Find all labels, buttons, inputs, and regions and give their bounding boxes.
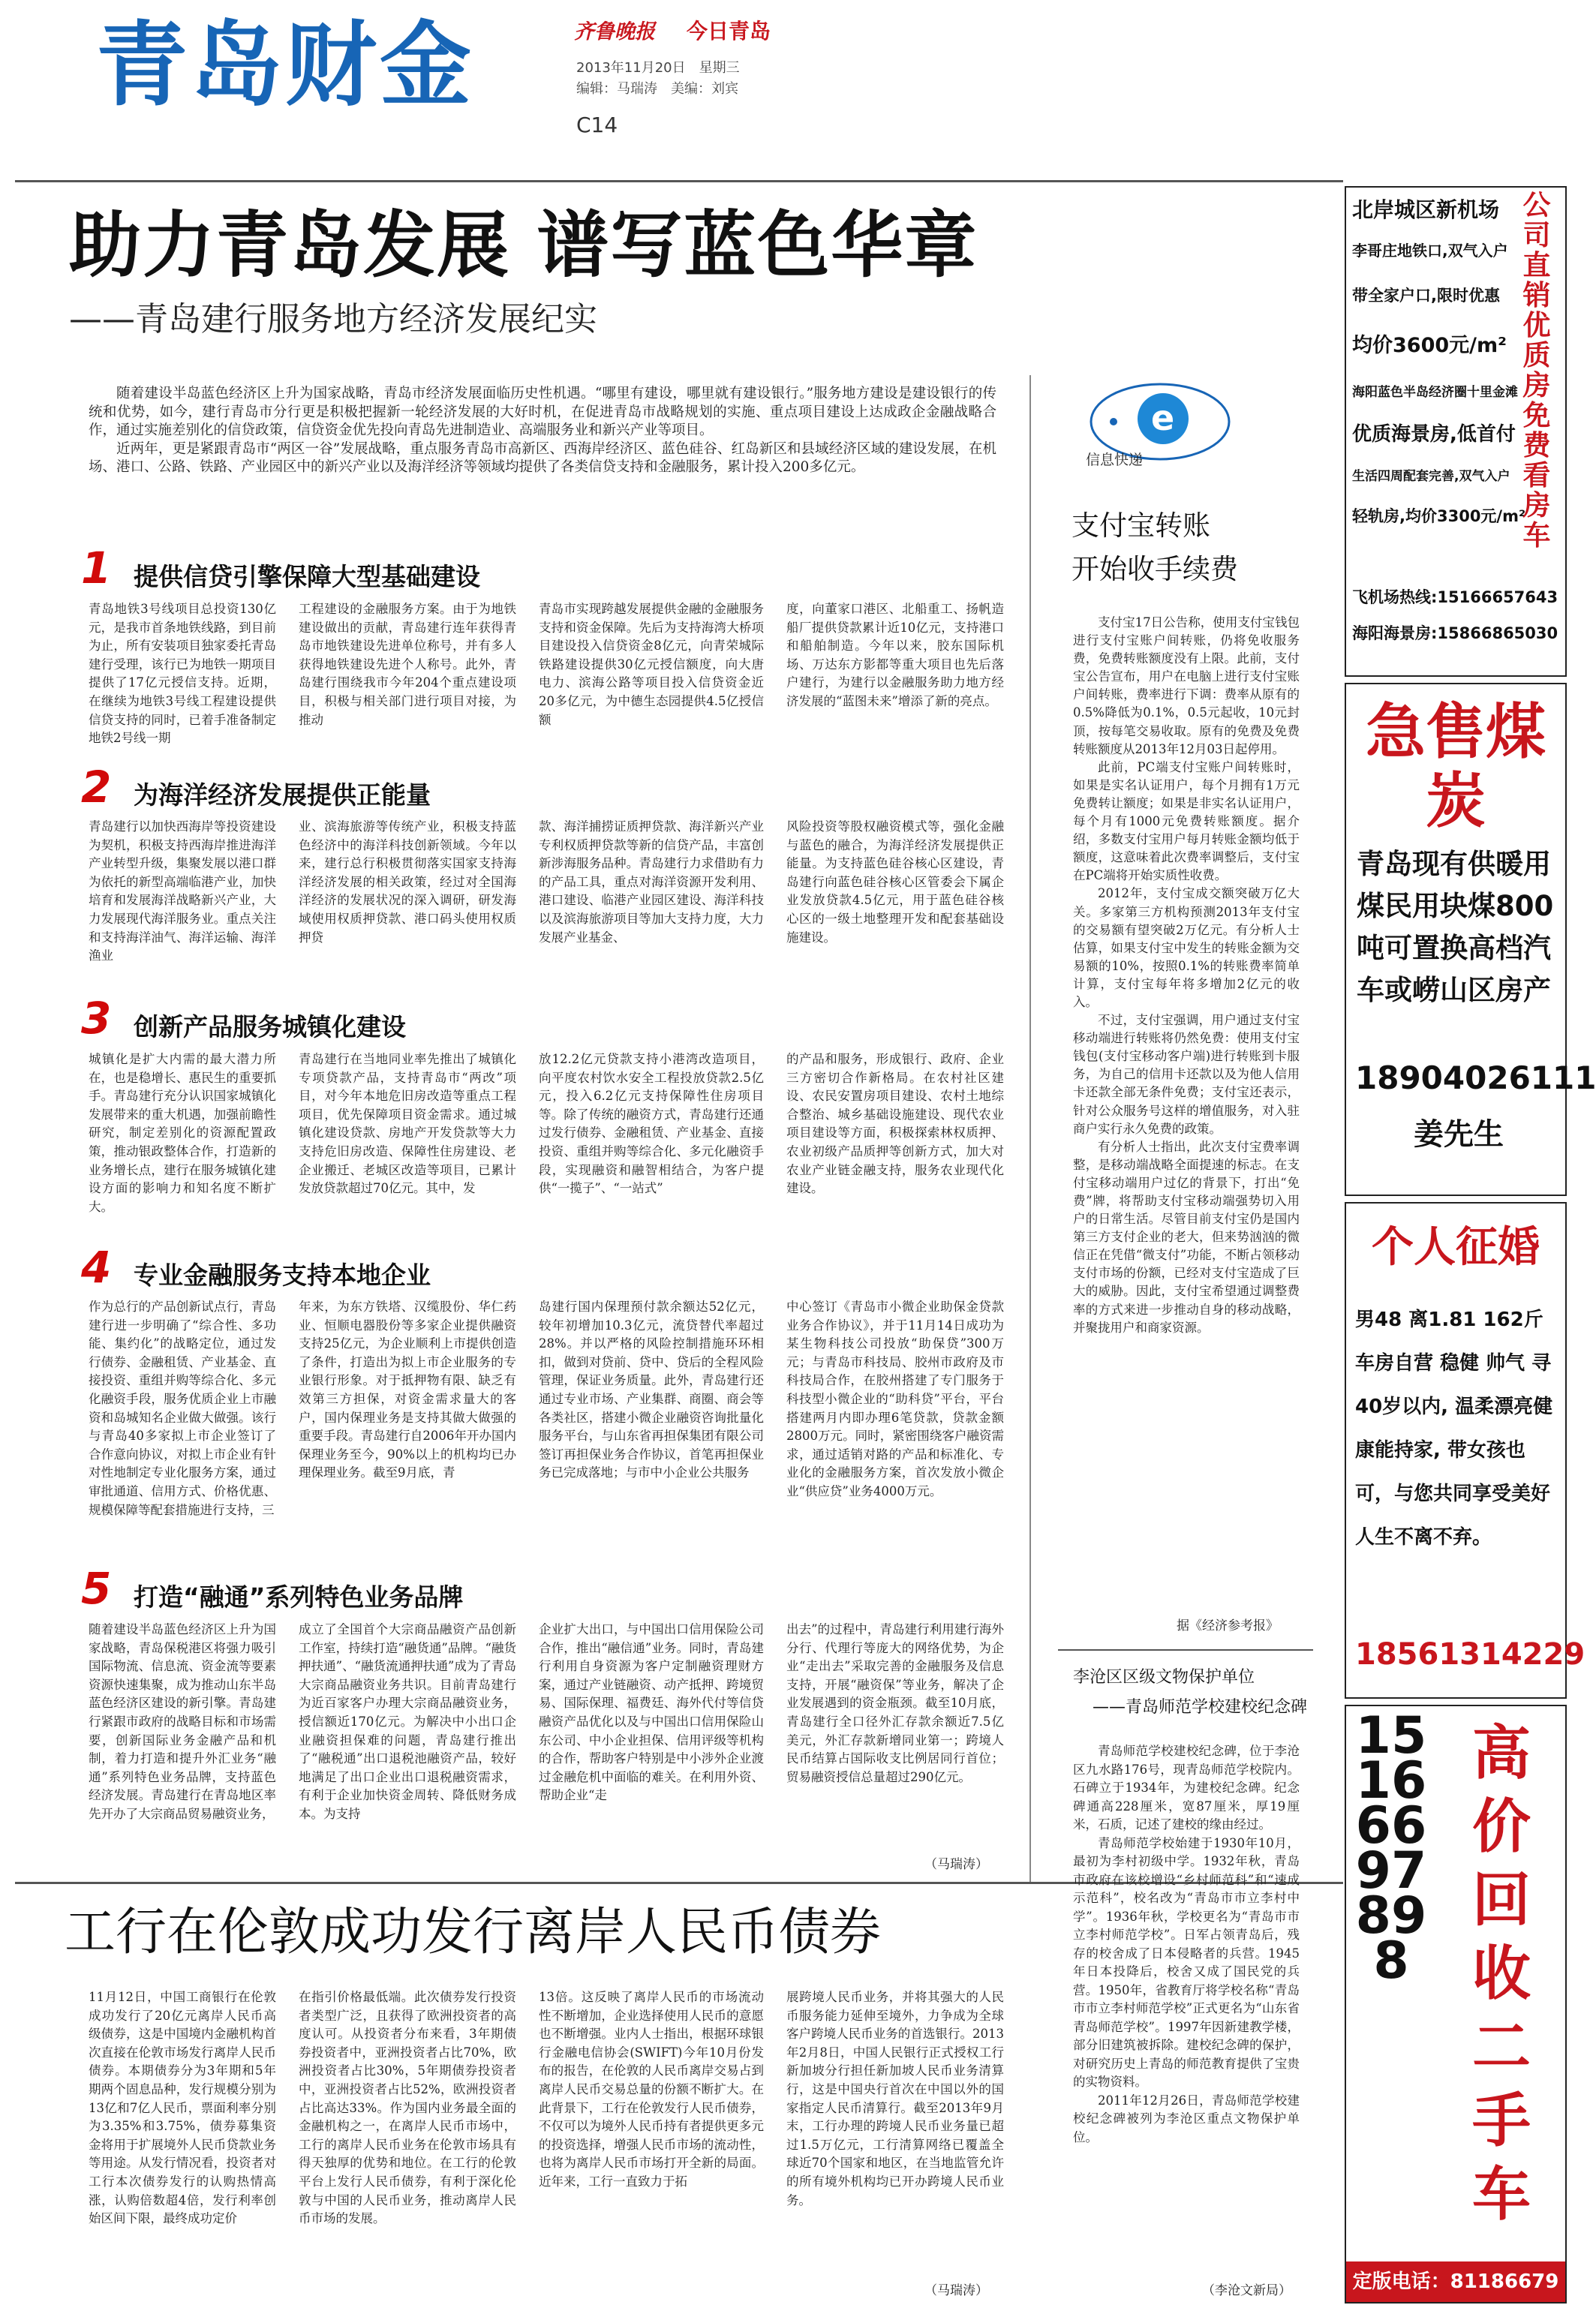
section-3-number: 3 xyxy=(81,993,112,1044)
main-headline: 助力青岛发展 谱写蓝色华章 xyxy=(69,203,978,287)
svg-text:e: e xyxy=(1151,398,1175,438)
section-1-col-1: 青岛地铁3号线项目总投资130亿元，是我市首条地铁线路，到目前为止，所有安装项目独家委托青岛建行受理，该行已为地铁一期项目提供了17亿元授信支持。近期，在继续为地铁3号线工程建设提供信贷支持的同时，已着手准备制定地铁2号线一期 xyxy=(89,602,276,746)
section-2-title: 为海洋经济发展提供正能量 xyxy=(134,780,431,810)
section-5-title: 打造“融通”系列特色业务品牌 xyxy=(134,1582,464,1612)
section-1-col-2: 工程建设的金融服务方案。由于为地铁建设做出的贡献，青岛建行连年获得青岛市地铁建设先进单位称号，并有多人获得地铁建设先进个人称号。此外，青岛建行围绕我市今年204个重点建设项目，积极与相关部门进行项目对接，为推动 xyxy=(299,602,516,727)
section-2-col-1: 青岛建行以加快西海岸等投资建设为契机，积极支持西海岸推进海洋产业转型升级，集聚发展以港口群为依托的新型高端临港产业，加快培育和发展海洋战略新兴产业，大力发展现代海洋服务业。重点关注和支持海洋油气、海洋运输、海洋渔业 xyxy=(89,819,276,963)
used-car-ad[interactable] xyxy=(1345,1705,1567,2303)
real-estate-line-4: 均价3600元/m² xyxy=(1352,334,1507,357)
sidebar-divider xyxy=(1058,1649,1313,1651)
personal-ad-phone[interactable]: 18561314229 xyxy=(1355,1637,1585,1672)
section-3-col-4: 的产品和服务，形成银行、政府、企业三方密切合作新格局。在农村社区建设、农民安置房项目建设、农村土地综合整治、城乡基础设施建设、现代农业项目建设等方面，积极探索林权质押、农业初级产品质押等创新方式，加大对农业产业链金融支持，服务农业现代化建设。 xyxy=(786,1052,1004,1196)
masthead-title: 青岛财金 xyxy=(96,12,474,119)
second-col-4: 展跨境人民币业务，并将其强大的人民币服务能力延伸至境外，力争成为全球客户跨境人民币业务的首选银行。2013年2月8日，中国人民银行正式授权工行新加坡分行担任新加坡人民币业务清算行，这是中国央行首次在中国以外的国家指定人民币清算行。截至2013年9月末，工行办理的跨境人民币业务量已超过1.5万亿元，工行清算网络已覆盖全球近70个国家和地区，在当地监管允许的所有境外机构均已开办跨境人民币业务。 xyxy=(786,1990,1004,2207)
intro-paragraph-1: 随着建设半岛蓝色经济区上升为国家战略，青岛市经济发展面临历史性机遇。“哪里有建设，哪里就有建设银行。”服务地方建设是建设银行的传统和优势，如今，建行青岛市分行更是积极把握新一轮经济发展的大好时机，在促进青岛市战略规划的实施、重点项目建设上达成政企金融战略合作，通过实施差别化的信贷政策，信贷资金优先投向青岛先进制造业、高端服务业和新兴产业等项目。 xyxy=(89,386,996,439)
editor-line: 编辑：马瑞涛 美编：刘宾 xyxy=(576,81,738,97)
section-5-col-1: 随着建设半岛蓝色经济区上升为国家战略，青岛保税港区将强力吸引国际物流、信息流、资金流等要素资源快速集聚，成为推动山东半岛蓝色经济区建设的新引擎。青岛建行紧跟市政府的战略目标和市场需要，创新国际业务金融产品和机制，着力打造和提升外汇业务“融通”系列特色业务品牌，支持蓝色经济发展。青岛建行在青岛地区率先开办了大宗商品贸易融资业务， xyxy=(89,1622,276,1821)
sidebar-source: 据《经济参考报》 xyxy=(1177,1618,1279,1633)
section-5-number: 5 xyxy=(81,1563,112,1614)
date-line: 2013年11月20日 星期三 xyxy=(576,60,740,76)
haiyang-hotline[interactable]: 海阳海景房:15866865030 xyxy=(1352,624,1558,642)
section-4-number: 4 xyxy=(81,1242,112,1293)
column-divider xyxy=(1029,375,1031,1883)
heritage-paragraph-2: 青岛师范学校始建于1930年10月，最初为李村初级中学。1932年秋，青岛市政府在该校增设“乡村师范科”和“速成示范科”，校名改为“青岛市市立李村中学”。1936年秋，学校更名为“青岛市市立李村师范学校”。日军占领青岛后，残存的校舍成了日本侵略者的兵营。1945年日本投降后，校舍又成了国民党的兵营。1950年，省教育厅将学校名称“青岛市市立李村师范学校”正式更名为“山东省青岛师范学校”。1997年因新建教学楼，部分旧建筑被拆除。建校纪念碑的保护，对研究历史上青岛的师范教育提供了宝贵的实物资料。 xyxy=(1073,1835,1300,2089)
airport-hotline[interactable]: 飞机场热线:15166657643 xyxy=(1352,588,1558,606)
paper-name: 齐鲁晚报 xyxy=(574,20,655,44)
info-express-caption: 信息快递 xyxy=(1086,452,1144,468)
main-subheadline: ——青岛建行服务地方经济发展纪实 xyxy=(69,300,597,338)
sidebar-paragraph-2: 此前，PC端支付宝账户间转账时，如果是实名认证用户，每个月拥有1万元免费转让额度；如果是非实名认证用户，每个月有1000元免费转账额度。据介绍，多数支付宝用户每月转账金额均低于额度，这意味着此次费率调整后，支付宝在PC端将开始实质性收费。 xyxy=(1073,759,1300,883)
second-col-1: 11月12日，中国工商银行在伦敦成功发行了20亿元离岸人民币高级债券，这是中国境内金融机构首次直接在伦敦市场发行离岸人民币债券。本期债券分为3年期和5年期两个固息品种，发行规模分别为13亿和7亿人民币，票面利率分别为3.35%和3.75%，债券募集资金将用于扩展境外人民币贷款业务等用途。从发行情况看，投资者对工行本次债券发行的认购热情高涨，认购倍数超4倍，发行利率创始区间下限，最终成功定价 xyxy=(89,1990,276,2226)
second-col-2: 在指引价格最低端。此次债券发行投资者类型广泛，且获得了欧洲投资者的高度认可。从投资者分布来看，3年期债券投资者中，亚洲投资者占比70%，欧洲投资者占比30%，5年期债券投资者中，亚洲投资者占比52%，欧洲投资者占比高达33%。作为国内业务最全面的金融机构之一，在离岸人民币市场中，工行的离岸人民币业务在伦敦市场具有得天独厚的优势和地位。在工行的伦敦平台上发行人民币债券，有利于深化伦敦与中国的人民币业务，推动离岸人民币市场的发展。 xyxy=(299,1990,516,2226)
personal-ad[interactable] xyxy=(1345,1202,1585,1699)
edition-name: 今日青岛 xyxy=(687,19,771,44)
sidebar-body xyxy=(1073,614,1300,1612)
heritage-subheadline: ——青岛师范学校建校纪念碑 xyxy=(1093,1698,1308,1717)
section-5-byline: （马瑞涛） xyxy=(924,1857,988,1872)
real-estate-line-6: 优质海景房,低首付 xyxy=(1352,423,1516,446)
real-estate-line-3: 带全家户口,限时优惠 xyxy=(1352,287,1500,305)
section-4-col-3: 岛建行国内保理预付款余额达52亿元，较年初增加10.3亿元，流贷替代率超过28%。并以严格的风险控制措施环环相扣，做到对贷前、贷中、贷后的全程风险管理，保证业务质量。此外，青岛建行还通过专业市场、产业集群、商圈、商会等各类社区，搭建小微企业融资咨询批量化服务平台，与山东省再担保集团有限公司签订再担保业务合作协议，首笔再担保业务已完成落地；与市中小企业公共服务 xyxy=(539,1300,764,1480)
heritage-paragraph-3: 2011年12月26日，青岛师范学校建校纪念碑被列为李沧区重点文物保护单位。 xyxy=(1073,2093,1300,2144)
sidebar-paragraph-3: 2012年，支付宝成交额突破万亿大关。多家第三方机构预测2013年支付宝的交易额有望突破2万亿元。有分析人士估算，如果支付宝中发生的转账金额为交易额的10%，按照0.1%的转账费率简单计算，支付宝每年将多增加2亿元的收入。 xyxy=(1073,886,1300,1009)
section-4-col-4: 中心签订《青岛市小微企业助保金贷款业务合作协议》，并于11月14日成功为某生物科技公司投放“助保贷”300万元；与青岛市科技局、胶州市政府及市科技局合作，在胶州搭建了专门服务于科技型小微企业的“助科贷”平台，平台搭建两月内即办理6笔贷款，贷款金额2800万元。同时，紧密围绕客户融资需求，通过适销对路的产品和标准化、专业化的金融服务方案，首次发放小微企业“供应贷”业务4000万元。 xyxy=(786,1300,1004,1498)
used-car-vertical-text: 高价回收二手车 xyxy=(1471,1720,1531,2228)
personal-ad-body: 男48 离1.81 162斤 车房自营 稳健 帅气 寻40岁以内, 温柔漂亮健康能持家, 带女孩也可，与您共同享受美好人生不离不弃。 xyxy=(1355,1309,1553,1549)
coal-ad-title: 急售煤炭 xyxy=(1366,697,1546,836)
second-byline: （马瑞涛） xyxy=(924,2283,988,2298)
personal-ad-title: 个人征婚 xyxy=(1372,1223,1540,1272)
second-headline: 工行在伦敦成功发行离岸人民币债券 xyxy=(65,1903,882,1962)
sidebar-paragraph-1: 支付宝17日公告称，使用支付宝钱包进行支付宝账户间转账，仍将免收服务费，免费转账额度没有上限。此前，支付宝公告宣布，用户在电脑上进行支付宝账户间转账，费率进行下调：费率从原有的0.5%降低为0.1%，0.5元起收，10元封顶，按每笔交易收取。原有的免费及免费转账额度从2013年12月03日起停用。 xyxy=(1073,615,1300,756)
sidebar-headline-line1: 支付宝转账 xyxy=(1072,509,1210,542)
section-2-number: 2 xyxy=(81,762,112,813)
coal-ad-body: 青岛现有供暖用煤民用块煤800吨可置换高档汽车或崂山区房产 xyxy=(1357,848,1554,1006)
page-number: C14 xyxy=(576,113,618,137)
section-3-col-1: 城镇化是扩大内需的最大潜力所在，也是稳增长、惠民生的重要抓手。青岛建行充分认识国家城镇化发展带来的重大机遇，加强前瞻性研究，制定差别化的资源配置政策，推动银政整体合作，打造新的业务增长点，建行在服务城镇化建设方面的影响力和知名度不断扩大。 xyxy=(89,1052,276,1214)
second-col-3: 13倍。这反映了离岸人民币的市场流动性不断增加，企业选择使用人民币的意愿也不断增强。业内人士指出，根据环球银行金融电信协会(SWIFT)今年10月份发布的报告，在伦敦的人民币离岸交易占到离岸人民币交易总量的份额不断扩大。在此背景下，工行在伦敦发行人民币债券，不仅可以为境外人民币持有者提供更多元的投资选择，增强人民币市场的流动性，也将为离岸人民币市场打开全新的局面。近年来，工行一直致力于拓 xyxy=(539,1990,764,2189)
section-3-col-3: 放12.2亿元贷款支持小港湾改造项目，向平度农村饮水安全工程投放贷款2.5亿元，投入6.2亿元支持保障性住房项目等。除了传统的融资方式，青岛建行还通过发行债券、金融租赁、产业基金、直接投资、重组并购等综合化、多元化融资手段，实现融资和融智相结合，为客户提供“一揽子”、“一站式” xyxy=(539,1052,764,1196)
real-estate-line-7: 生活四周配套完善,双气入户 xyxy=(1352,469,1510,484)
section-5-col-4: 出去”的过程中，青岛建行利用建行海外分行、代理行等庞大的网络优势，为企业“走出去”采取完善的金融服务及信息支持，开展“融资保”等业务，解决了企业发展遇到的资金瓶颈。截至10月底，青岛建行全口径外汇存款余额近7.5亿美元，外汇存款新增同业第一；跨境人民币结算占国际收支比例居同行首位；贸易融资授信总量超过290亿元。 xyxy=(786,1622,1004,1784)
section-2-col-4: 风险投资等股权融资模式等，强化金融与蓝色的融合，为海洋经济发展提供正能量。为支持蓝色硅谷核心区建设，青岛建行向蓝色硅谷核心区管委会下属企业发放贷款4.5亿元，用于蓝色硅谷核心区的一级土地整理开发和配套基础设施建设。 xyxy=(786,819,1004,945)
heritage-paragraph-1: 青岛师范学校建校纪念碑，位于李沧区九水路176号，现青岛师范学校院内。石碑立于1934年，为建校纪念碑。纪念碑通高228厘米，宽87厘米，厚19厘米，石质，记述了建校的缘由经过。 xyxy=(1073,1744,1300,1832)
section-1-col-4: 度，向董家口港区、北船重工、扬帆造船厂提供贷款累计近10亿元，支持港口和船舶制造。今年以来，胶东国际机场、万达东方影都等重大项目也先后落户建行，为建行以金融服务助力地方经济发展的“蓝图未来”增添了新的亮点。 xyxy=(786,602,1004,708)
coal-ad-phone[interactable]: 18904026111 xyxy=(1355,1059,1596,1096)
real-estate-vertical-text: 公司直销优质房免费看房车 xyxy=(1522,189,1551,551)
heritage-byline: （李沧文新局） xyxy=(1202,2283,1291,2298)
masthead-divider xyxy=(15,180,1343,182)
section-1-number: 1 xyxy=(81,542,112,594)
real-estate-ad[interactable] xyxy=(1345,186,1567,677)
sidebar-headline-line2: 开始收手续费 xyxy=(1072,553,1238,585)
coal-sale-ad[interactable] xyxy=(1345,683,1596,1196)
sidebar-paragraph-5: 有分析人士指出，此次支付宝费率调整，是移动端战略全面提速的标志。在支付宝移动端用户过亿的背景下，打出“免费”牌，将帮助支付宝移动端强势切入用户的日常生活。尽管目前支付宝仍是国内第三方支付企业的老大，但来势汹汹的微信正在凭借“微支付”功能，不断占领移动支付市场的份额，已经对支付宝造成了巨大的威胁。因此，支付宝希望通过调整费率的方式来进一步推动自身的移动战略，并聚拢用户和商家资源。 xyxy=(1073,1139,1300,1335)
section-2-col-2: 业、滨海旅游等传统产业，积极支持蓝色经济中的海洋科技创新领域。今年以来，建行总行积极贯彻落实国家支持海洋经济发展的相关政策，经过对全国海洋经济的发展状况的深入调研，研发海域使用权质押贷款、港口码头使用权质押贷 xyxy=(299,819,516,945)
section-1-col-3: 青岛市实现跨越发展提供金融的金融服务支持和资金保障。先后为支持海湾大桥项目建设投入信贷资金8亿元，向青荣城际铁路建设提供30亿元授信额度，向大唐电力、滨海公路等项目投入信贷资金近20多亿元，为中德生态园提供4.5亿授信额 xyxy=(539,602,764,727)
used-car-phone-line[interactable]: 定版电话：81186679 xyxy=(1346,2261,1565,2302)
real-estate-line-5: 海阳蓝色半岛经济圈十里金滩 xyxy=(1352,385,1518,400)
used-car-vertical-number: 15166697898 xyxy=(1355,1706,1427,1991)
section-4-title: 专业金融服务支持本地企业 xyxy=(134,1261,431,1290)
heritage-headline: 李沧区区级文物保护单位 xyxy=(1073,1668,1255,1687)
section-5-col-3: 企业扩大出口，与中国出口信用保险公司合作，推出“融信通”业务。同时，青岛建行利用自身资源为客户定制融资理财方案，通过产业链融资、动产抵押、跨境贸易、国际保理、福费廷、海外代付等信贷融资产品优化以及与中国出口信用保险山东公司、中小企业担保、信用评级等机构的合作，帮助客户特别是中小涉外企业渡过金融危机中面临的难关。在利用外资、帮助企业“走 xyxy=(539,1622,764,1803)
section-5-col-2: 成立了全国首个大宗商品融资产品创新工作室，持续打造“融货通”品牌。“融货押扶通”、“融货流通押扶通”成为了青岛大宗商品融资业务共识。目前青岛建行为近百家客户办理大宗商品融资业务，授信额近170亿元。为解决中小出口企业融资担保难的问题，青岛建行推出了“融税通”出口退税池融资产品，较好地满足了出口企业出口退税融资需求，有利于企业加快资金周转、降低财务成本。为支持 xyxy=(299,1622,516,1821)
section-2-col-3: 款、海洋捕捞证质押贷款、海洋新兴产业专利权质押贷款等新的信贷产品，丰富创新涉海服务品种。青岛建行力求借助有力的产品工具，重点对海洋资源开发利用、港口建设、临港产业园区建设、海洋科技以及滨海旅游项目等加大支持力度，大力发展产业基金、 xyxy=(539,819,764,945)
heritage-body xyxy=(1073,1742,1300,2275)
section-1-title: 提供信贷引擎保障大型基础建设 xyxy=(134,562,480,591)
section-4-col-2: 年来，为东方铁塔、汉缆股份、华仁药业、恒顺电器股份等多家企业提供融资支持25亿元，为企业顺利上市提供创造了条件，打造出为拟上市企业服务的专业银行形象。对于抵押物有限、缺乏有效第三方担保，对资金需求量大的客户，国内保理业务是支持其做大做强的重要手段。青岛建行自2006年开办国内保理业务至今，90%以上的机构均已办理保理业务。截至9月底，青 xyxy=(299,1300,516,1480)
real-estate-line-8: 轻轨房,均价3300元/m² xyxy=(1352,507,1526,525)
section-4-col-1: 作为总行的产品创新试点行，青岛建行进一步明确了“综合性、多功能、集约化”的战略定位，通过发行债券、金融租赁、产业基金、直接投资、重组并购等综合化、多元化融资手段，服务优质企业上市融资和岛城知名企业做大做强。该行与青岛40多家拟上市企业签订了合作意向协议，对拟上市企业有针对性地制定专业化服务方案，通过审批通道、信用方式、价格优惠、规模保障等配套措施进行支持，三 xyxy=(89,1300,276,1517)
main-intro xyxy=(89,385,996,536)
real-estate-line-1: 北岸城区新机场 xyxy=(1352,197,1500,222)
real-estate-line-2: 李哥庄地铁口,双气入户 xyxy=(1352,242,1508,260)
intro-paragraph-2: 近两年，更是紧跟青岛市“两区一谷”发展战略，重点服务青岛市高新区、西海岸经济区、蓝色硅谷、红岛新区和县域经济区域的建设发展，在机场、港口、公路、铁路、产业园区中的新兴产业以及海洋经济等领域均提供了各类信贷支持和金融服务，累计投入200多亿元。 xyxy=(89,440,996,476)
section-3-col-2: 青岛建行在当地同业率先推出了城镇化专项贷款产品，支持青岛市“两改”项目，对今年本地危旧房改造等重点工程项目，优先保障项目资金需求。通过城镇化建设贷款、房地产开发贷款等大力支持危旧房改造、保障性住房建设、老企业搬迁、老城区改造等项目，已累计发放贷款超过70亿元。其中，发 xyxy=(299,1052,516,1196)
coal-ad-contact: 姜先生 xyxy=(1414,1117,1504,1152)
sidebar-paragraph-4: 不过，支付宝强调，用户通过支付宝移动端进行转账将仍然免费：使用支付宝钱包(支付宝移动客户端)进行转账到卡服务，为自己的信用卡还款以及为他人信用卡还款全部无条件免费；支付宝还表示，针对公众服务号这样的增值服务，对入驻商户实行永久免费的政策。 xyxy=(1073,1013,1300,1136)
section-3-title: 创新产品服务城镇化建设 xyxy=(134,1012,406,1041)
